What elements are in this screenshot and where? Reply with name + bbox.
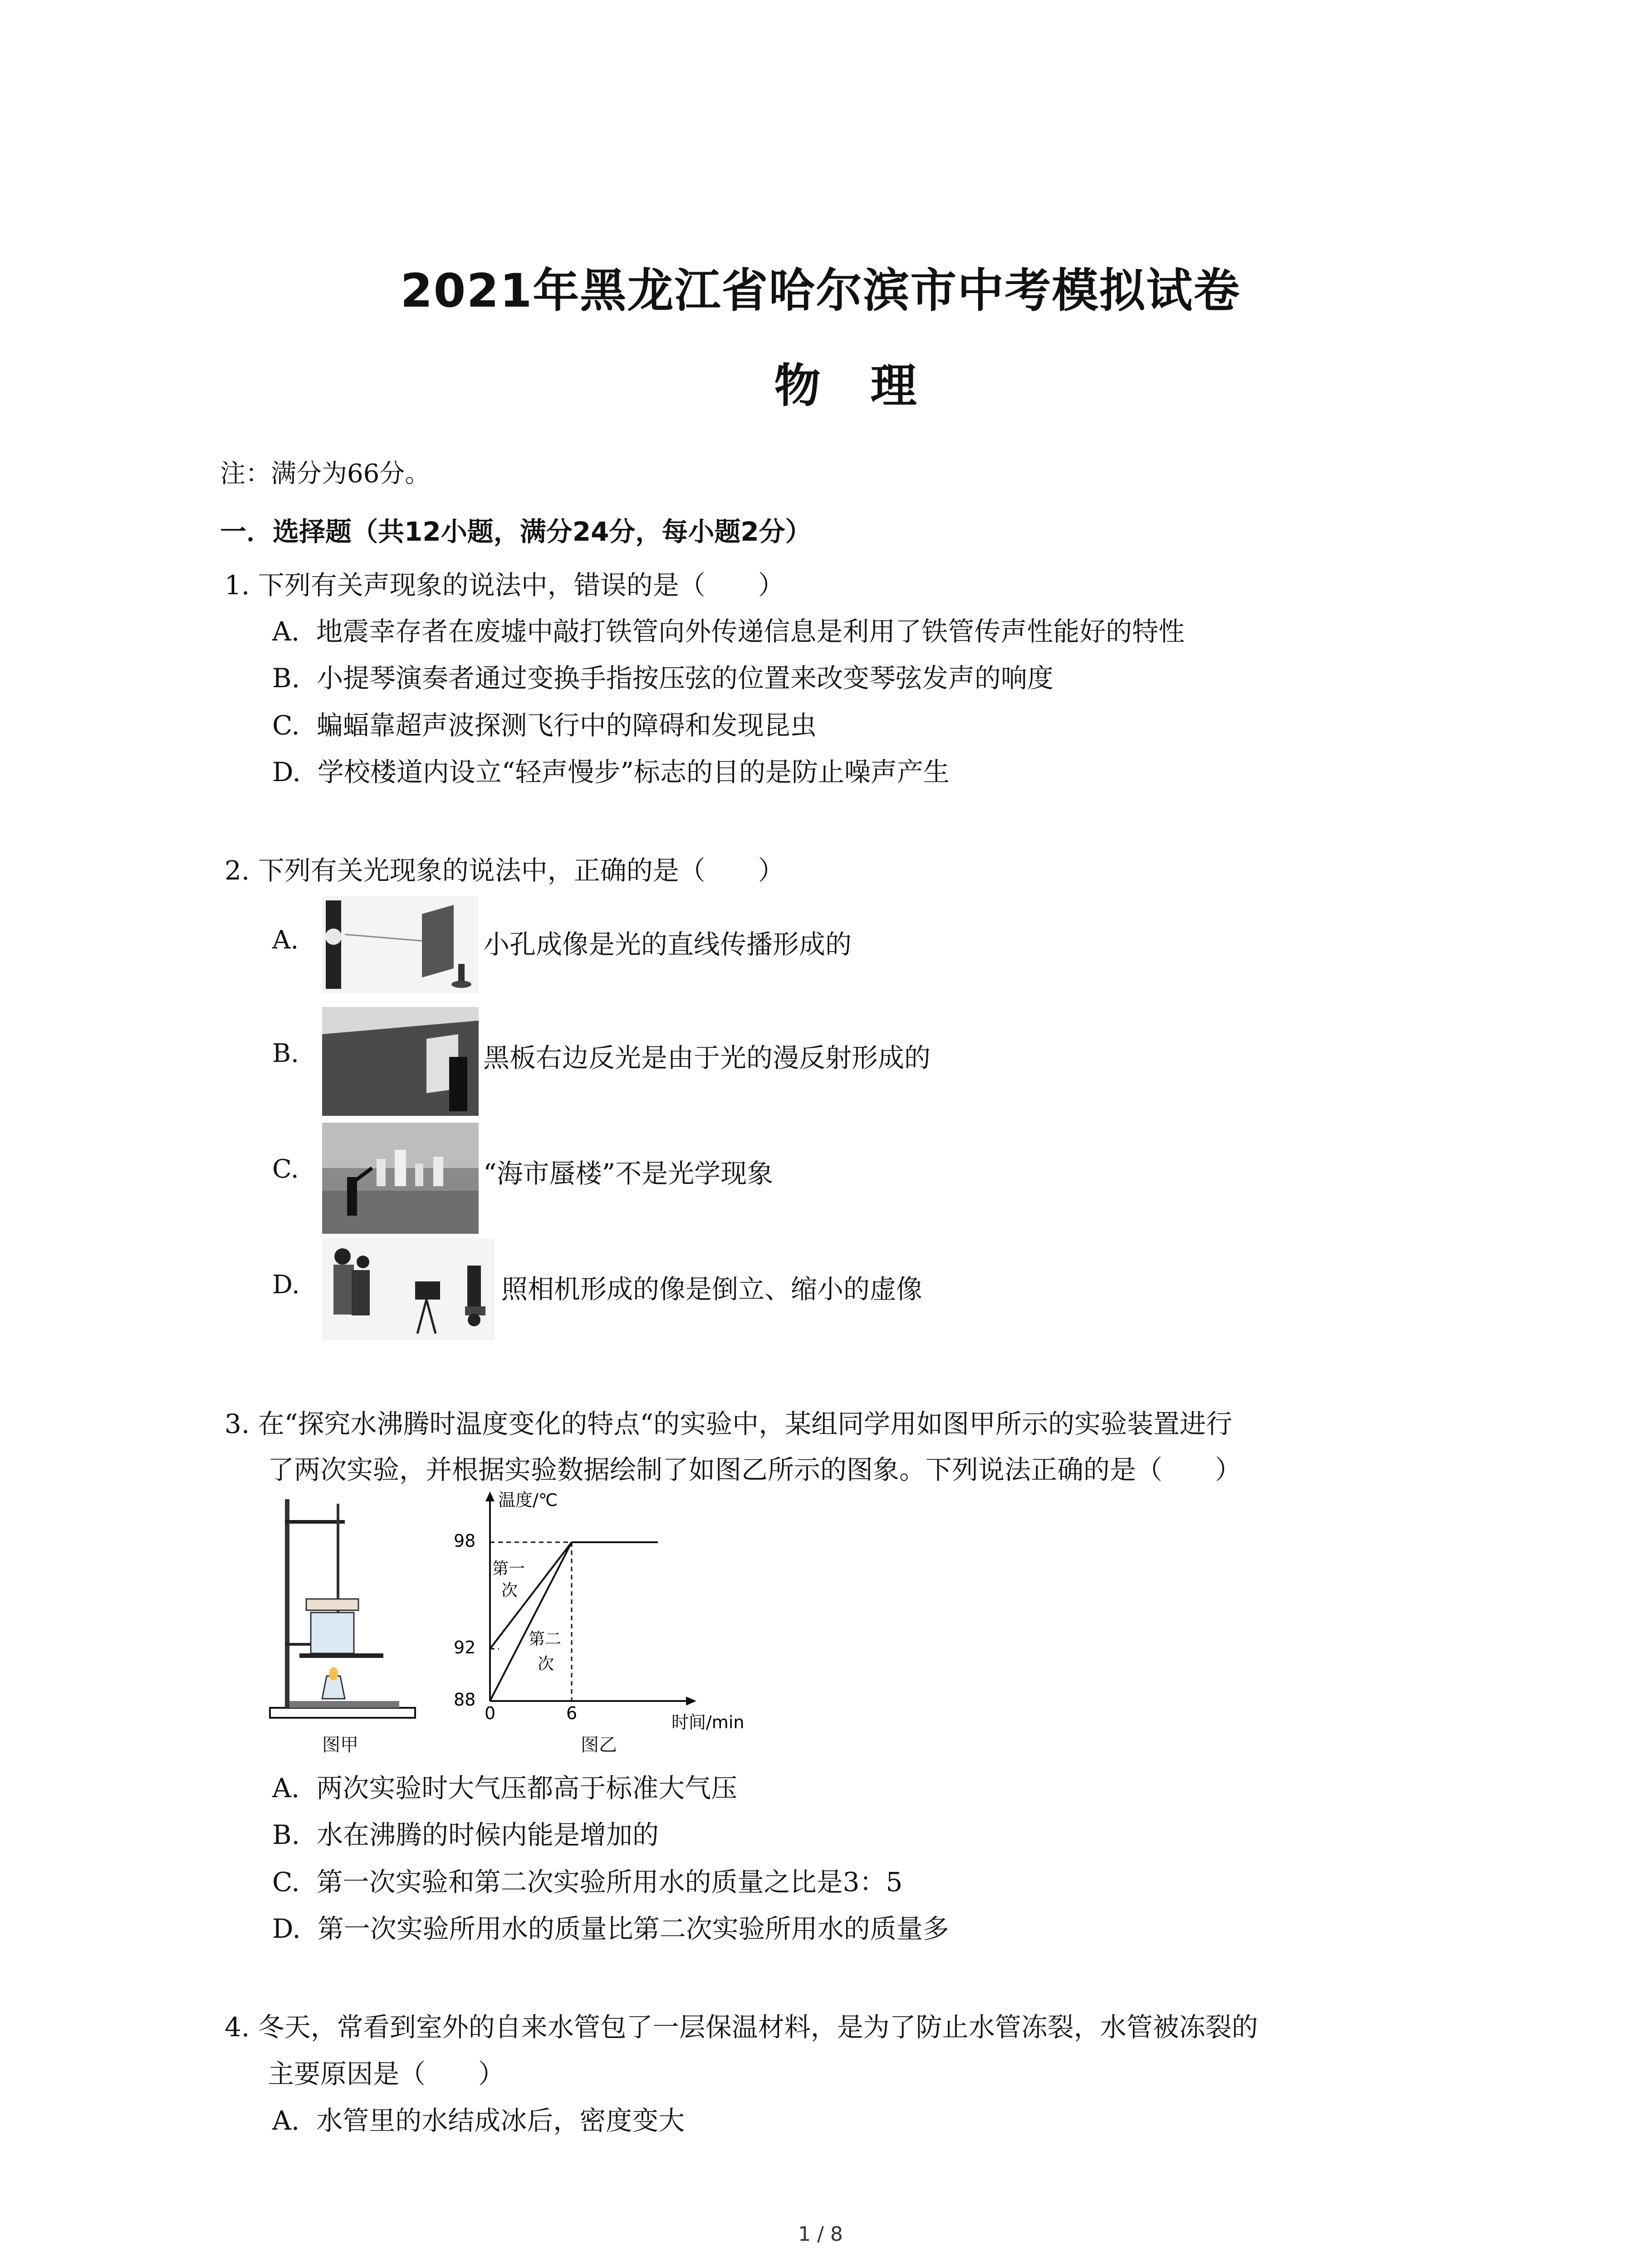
question-3-option-a (272, 1767, 737, 1805)
option-label: A. (272, 2105, 300, 2136)
x-tick-0: 0 (485, 1703, 496, 1723)
figure-caption-left: 图甲 (322, 1735, 358, 1755)
line2-label-b: 次 (538, 1655, 554, 1673)
question-4-option-a (272, 2099, 685, 2137)
x-axis-label: 时间/min (671, 1712, 745, 1732)
option-text: 第一次实验和第二次实验所用水的质量之比是3：5 (316, 1867, 903, 1897)
line1-label-a: 第一 (492, 1559, 525, 1578)
y-tick-88: 88 (454, 1690, 476, 1710)
question-1-option-b (272, 657, 1053, 695)
option-label: B. (272, 663, 300, 694)
option-text: 学校楼道内设立“轻声慢步”标志的目的是防止噪声产生 (317, 757, 950, 787)
option-label: C. (272, 1867, 300, 1897)
option-label: B. (272, 1819, 300, 1850)
question-3-stem-line1: 3. 在“探究水沸腾时温度变化的特点“的实验中，某组同学用如图甲所示的实验装置进行 (225, 1408, 1233, 1439)
score-note: 注：满分为66分。 (220, 459, 431, 489)
option-label: C. (272, 710, 300, 741)
question-2-stem: 2. 下列有关光现象的说法中，正确的是（ ） (225, 855, 784, 886)
question-1-option-a (272, 610, 1185, 648)
question-3-option-b (272, 1813, 659, 1852)
question-3-option-d (272, 1907, 949, 1945)
page-number: 1 / 8 (798, 2223, 843, 2246)
option-text: 第一次实验所用水的质量比第二次实验所用水的质量多 (317, 1913, 949, 1944)
option-label: A. (272, 925, 299, 955)
y-tick-98: 98 (454, 1531, 476, 1551)
question-1-option-c (272, 704, 817, 742)
option-label: A. (272, 616, 300, 647)
option-label: D. (272, 1270, 300, 1300)
question-4-stem-line1: 4. 冬天，常看到室外的自来水管包了一层保温材料，是为了防止水管冻裂，水管被冻裂的 (225, 2012, 1258, 2043)
blackboard-image (322, 1007, 479, 1116)
figure-caption-right: 图乙 (581, 1735, 617, 1755)
section-heading: 一．选择题（共12小题，满分24分，每小题2分） (220, 516, 812, 547)
option-label: D. (272, 757, 301, 787)
question-4-stem-line2: 主要原因是（ ） (268, 2058, 505, 2089)
option-text: 蝙蝠靠超声波探测飞行中的障碍和发现昆虫 (316, 710, 817, 741)
option-label: C. (272, 1154, 299, 1184)
mirage-image (322, 1123, 479, 1234)
y-axis-label: 温度/℃ (498, 1490, 558, 1510)
option-label: B. (272, 1039, 299, 1068)
question-3-stem-line2: 了两次实验，并根据实验数据绘制了如图乙所示的图象。下列说法正确的是（ ） (268, 1454, 1242, 1485)
question-1-option-d (272, 751, 950, 789)
temperature-graph (445, 1488, 771, 1742)
pinhole-camera-image (322, 896, 479, 993)
camera-image (322, 1238, 495, 1340)
line2-label-a: 第二 (529, 1630, 562, 1648)
line1-label-b: 次 (501, 1581, 518, 1600)
question-2-option-a-text: 小孔成像是光的直线传播形成的 (483, 929, 852, 960)
question-2-option-c-text: “海市蜃楼”不是光学现象 (483, 1158, 774, 1189)
y-tick-92: 92 (454, 1637, 476, 1657)
boiling-apparatus-figure (268, 1495, 417, 1726)
question-2-option-d-text: 照相机形成的像是倒立、缩小的虚像 (501, 1274, 923, 1305)
question-1-stem: 1. 下列有关声现象的说法中，错误的是（ ） (225, 570, 784, 601)
x-tick-6: 6 (566, 1703, 578, 1723)
option-text: 水在沸腾的时候内能是增加的 (316, 1819, 659, 1850)
option-text: 两次实验时大气压都高于标准大气压 (316, 1773, 738, 1804)
option-text: 小提琴演奏者通过变换手指按压弦的位置来改变琴弦发声的响度 (316, 663, 1053, 694)
subject-title: 物理 (774, 359, 967, 413)
question-2-option-b-text: 黑板右边反光是由于光的漫反射形成的 (483, 1042, 931, 1073)
option-text: 水管里的水结成冰后，密度变大 (316, 2105, 685, 2136)
option-label: A. (272, 1773, 300, 1804)
option-text: 地震幸存者在废墟中敲打铁管向外传递信息是利用了铁管传声性能好的特性 (316, 616, 1185, 647)
exam-title: 2021年黑龙江省哈尔滨市中考模拟试卷 (400, 264, 1241, 318)
question-3-option-c (272, 1861, 902, 1899)
option-label: D. (272, 1913, 301, 1944)
